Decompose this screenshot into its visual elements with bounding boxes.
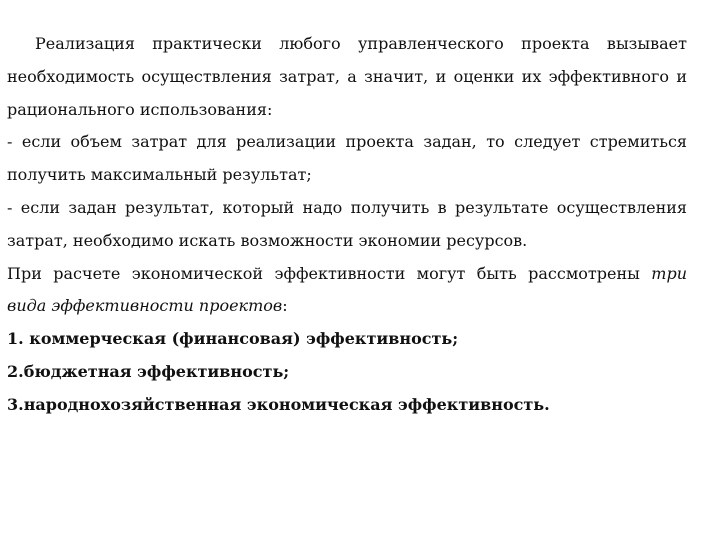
efficiency-type-3: 3.народнохозяйственная экономическая эффективность. — [7, 394, 550, 414]
calculation-text: При расчете экономической эффективности могут быть рассмотрены — [7, 263, 652, 283]
efficiency-types-emphasis: три вида эффективности проектов — [7, 263, 687, 316]
efficiency-type-2: 2.бюджетная эффективность; — [7, 361, 290, 381]
calculation-paragraph — [7, 258, 687, 324]
text-body — [7, 28, 687, 422]
efficiency-type-1: 1. коммерческая (финансовая) эффективность; — [7, 329, 459, 349]
intro-paragraph: Реализация практически любого управленческого проекта вызывает необходимость осуществления затрат, а значит, и оценки их эффективного и рационального использования: — [7, 34, 687, 119]
result-given-item: - если задан результат, который надо получить в результате осуществления затрат, необходимо искать возможности экономии ресурсов. — [7, 197, 687, 250]
calculation-colon: : — [282, 296, 288, 316]
cost-given-item: - если объем затрат для реализации проекта задан, то следует стремиться получить максимальный результат; — [7, 132, 687, 185]
